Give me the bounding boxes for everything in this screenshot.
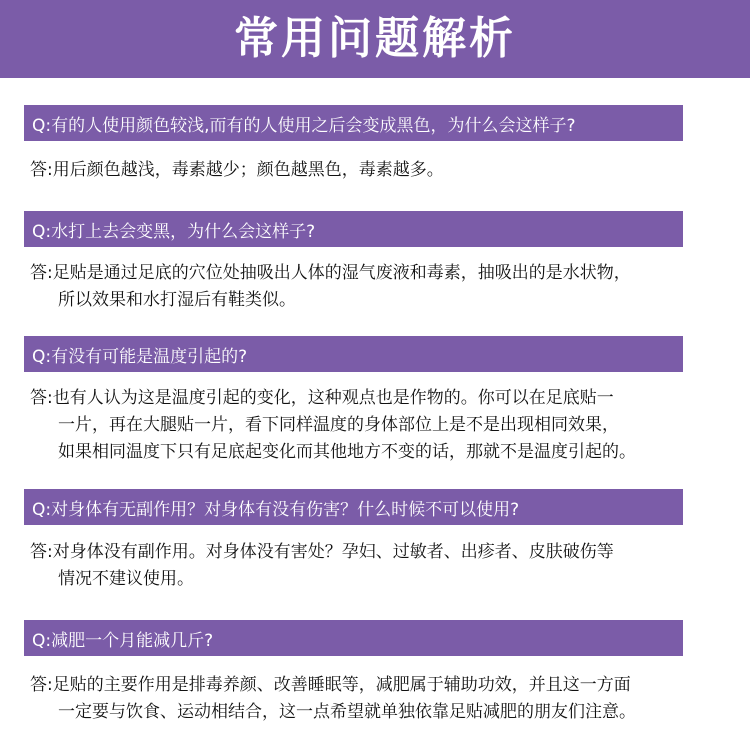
page-header: [0, 0, 750, 78]
question-text: Q:水打上去会变黑，为什么会这样子?: [32, 221, 316, 242]
answer-line: 答:用后颜色越浅，毒素越少；颜色越黑色，毒素越多。: [30, 160, 444, 180]
question-text: Q:有的人使用颜色较浅,而有的人使用之后会变成黑色，为什么会这样子?: [32, 115, 576, 136]
answer-text: [30, 157, 720, 184]
question-bar: [24, 489, 683, 525]
answer-line: 所以效果和水打湿后有鞋类似。: [58, 290, 296, 310]
answer-line: 答:对身体没有副作用。对身体没有害处？孕妇、过敏者、出疹者、皮肤破伤等: [30, 542, 614, 562]
answer-text: [30, 672, 720, 726]
answer-line: 一定要与饮食、运动相结合，这一点希望就单独依靠足贴减肥的朋友们注意。: [58, 702, 636, 722]
question-text: Q:有没有可能是温度引起的?: [32, 346, 248, 367]
question-text: Q:减肥一个月能减几斤?: [32, 630, 214, 651]
answer-text: [30, 539, 720, 593]
page-title: 常用问题解析: [234, 13, 516, 64]
answer-line: 答:足贴的主要作用是排毒养颜、改善睡眠等，减肥属于辅助功效，并且这一方面: [30, 675, 631, 695]
answer-line: 一片，再在大腿贴一片，看下同样温度的身体部位上是不是出现相同效果，: [58, 415, 619, 435]
question-bar: [24, 336, 683, 372]
answer-text: [30, 385, 720, 466]
answer-line: 答:足贴是通过足底的穴位处抽吸出人体的湿气废液和毒素，抽吸出的是水状物，: [30, 263, 631, 283]
question-bar: [24, 105, 683, 141]
answer-line: 答:也有人认为这是温度引起的变化，这种观点也是作物的。你可以在足底贴一: [30, 388, 614, 408]
answer-text: [30, 260, 720, 314]
question-bar: [24, 211, 683, 247]
answer-line: 情况不建议使用。: [58, 569, 194, 589]
answer-line: 如果相同温度下只有足底起变化而其他地方不变的话，那就不是温度引起的。: [58, 442, 636, 462]
question-bar: [24, 620, 683, 656]
question-text: Q:对身体有无副作用？对身体有没有伤害？什么时候不可以使用?: [32, 499, 520, 520]
